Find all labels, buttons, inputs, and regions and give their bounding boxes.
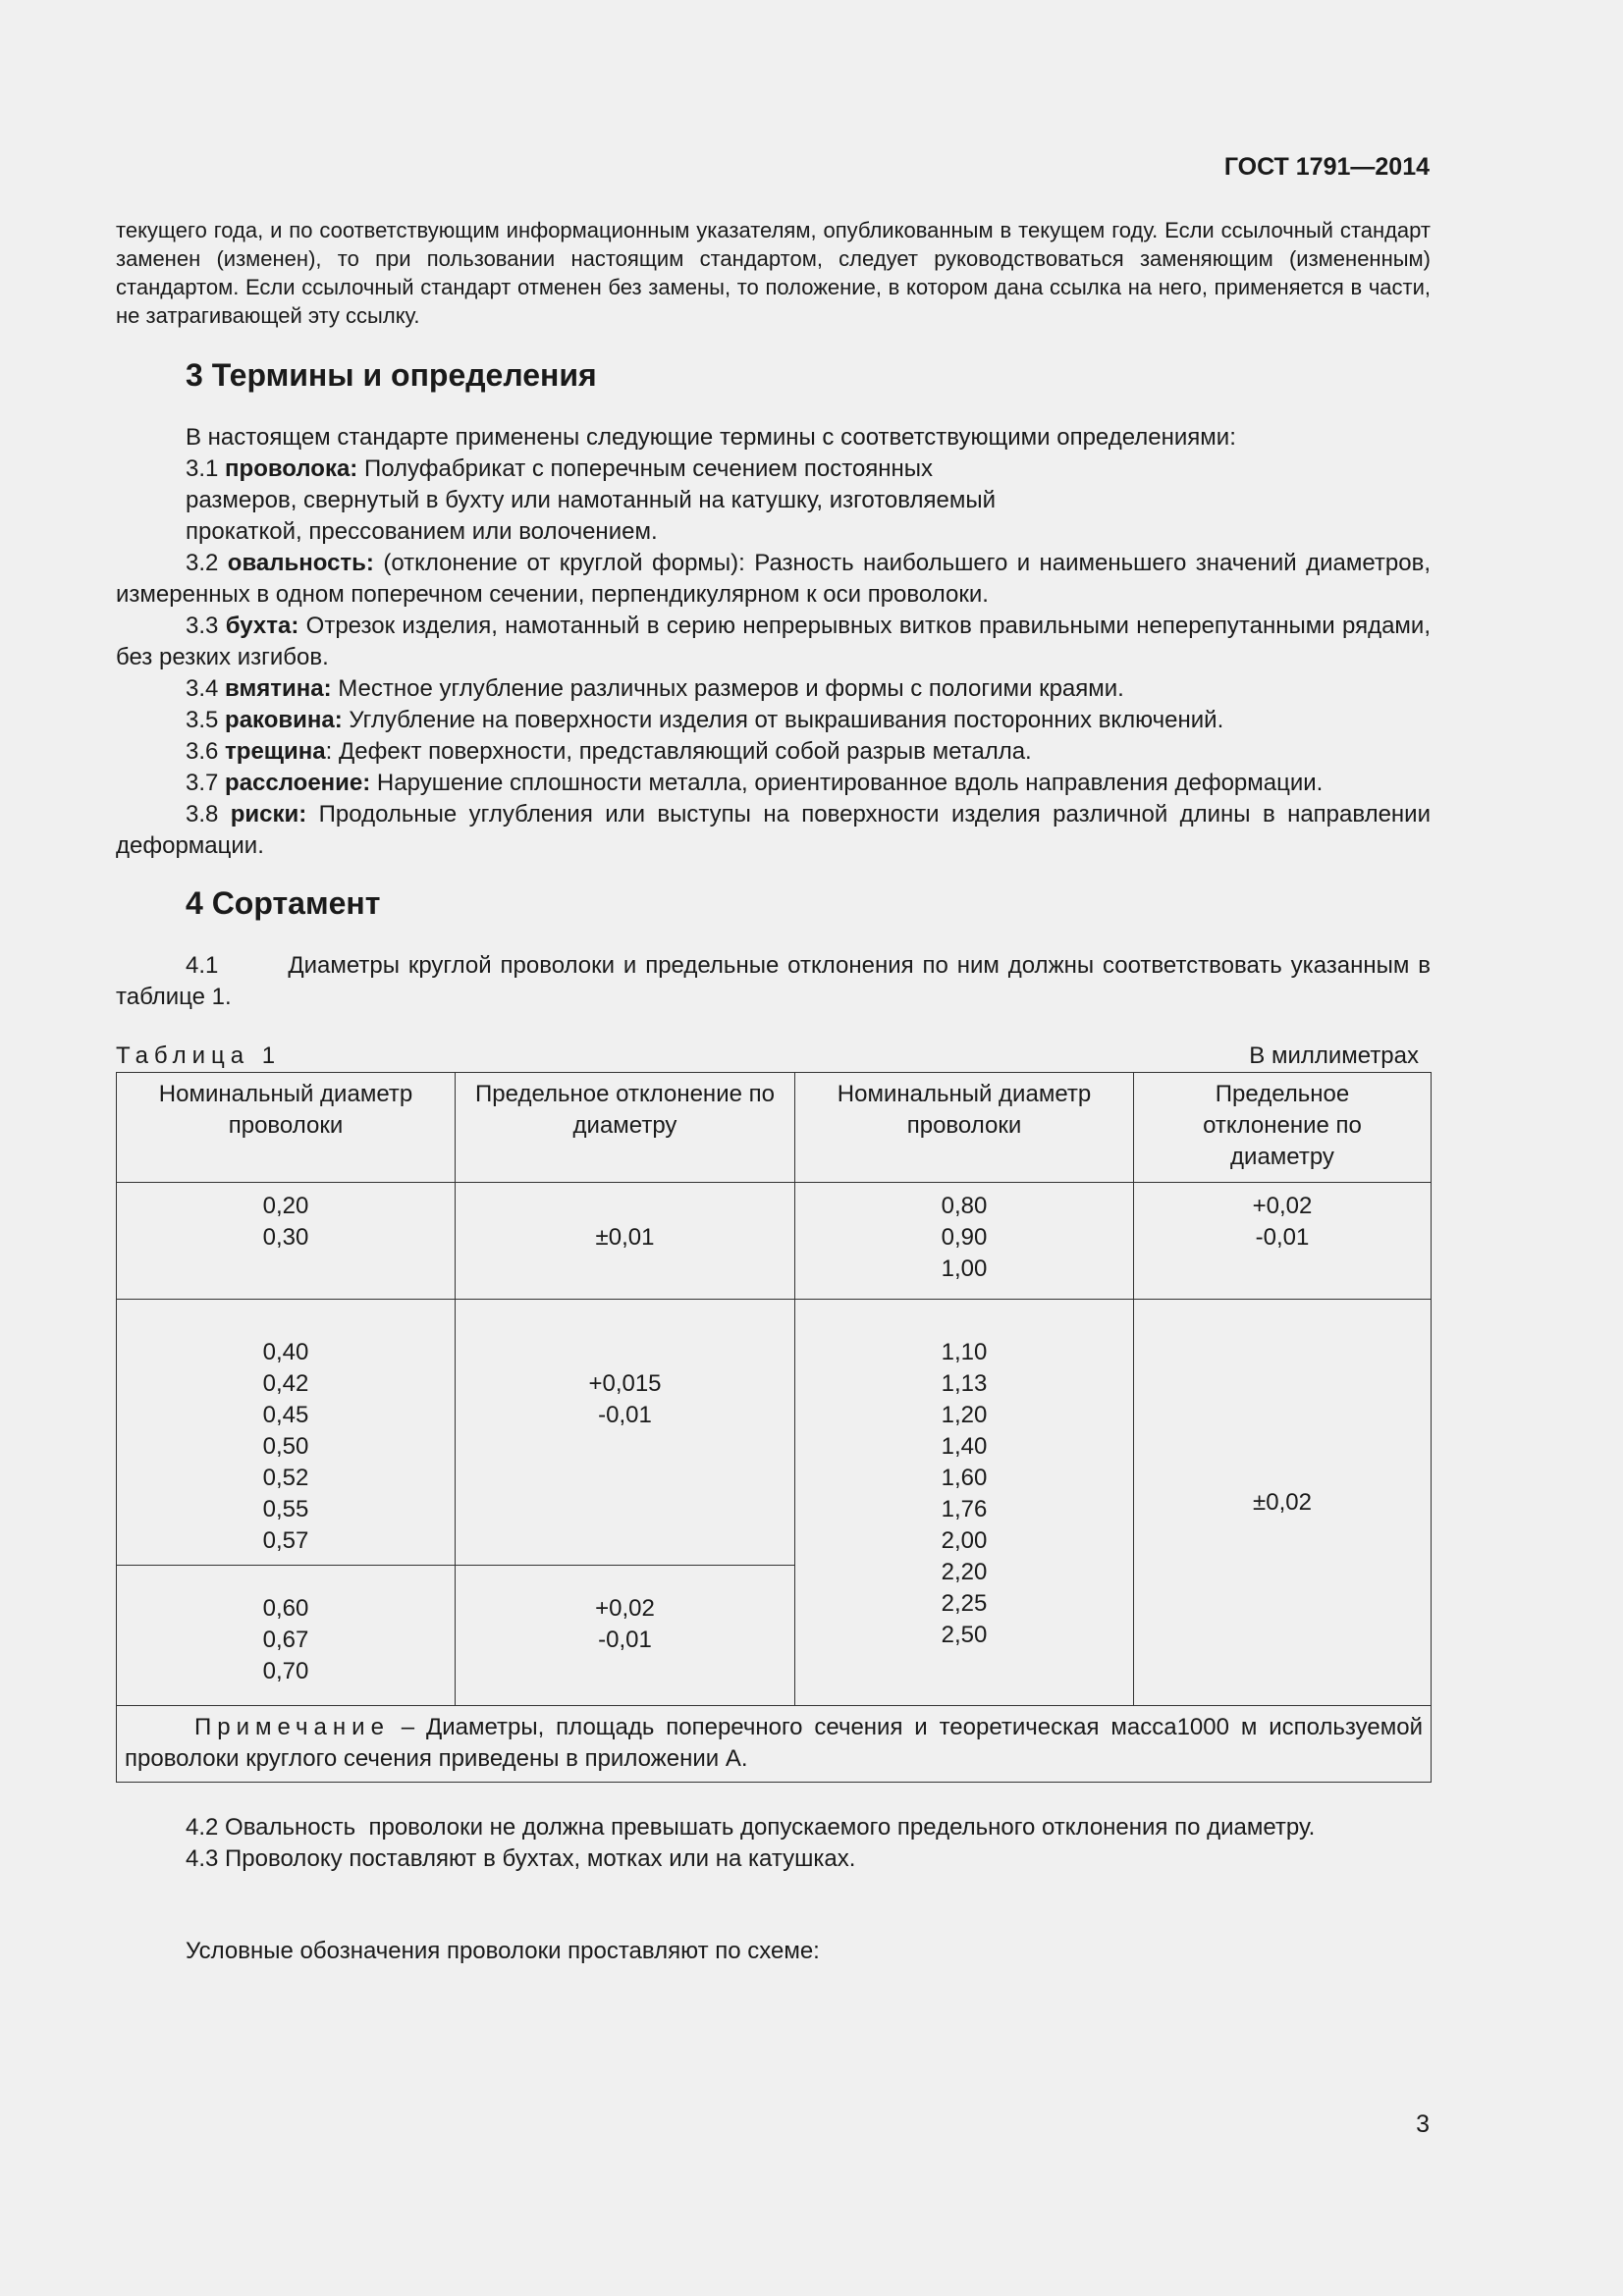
tolerance-cell: ±0,02 <box>1134 1300 1432 1706</box>
term-definition-line: размеров, свернутый в бухту или намотанный на катушку, изготовляемый <box>186 487 996 513</box>
term-name: раковина: <box>225 707 343 733</box>
term-name: вмятина: <box>225 675 332 702</box>
column-header: Предельное отклонение по диаметру <box>456 1073 795 1183</box>
term-number: 3.7 <box>186 770 226 796</box>
term-3-1 <box>116 454 1431 548</box>
term-number: 3.3 <box>186 613 226 639</box>
section-3-intro: В настоящем стандарте применены следующие термины с соответствующими определениями: <box>186 424 1236 451</box>
intro-paragraph: текущего года, и по соответствующим информационным указателям, опубликованным в текущем году. Если ссылочный стандарт заменен (изменен), то при пользовании настоящим стандартом, следует руководствоваться заменяющим (измененным) стандартом. Если ссылочный стандарт отменен без замены, то положение, в котором дана ссылка на него, применяется в части, не затрагивающей эту ссылку. <box>116 218 1431 328</box>
tolerance-cell: +0,02 -0,01 <box>456 1566 795 1706</box>
document-id-header: ГОСТ 1791—2014 <box>1223 153 1430 181</box>
term-definition: Углубление на поверхности изделия от выкрашивания посторонних включений. <box>342 707 1224 733</box>
term-name: расслоение: <box>225 770 371 796</box>
column-header: Предельное отклонение по диаметру <box>1134 1073 1432 1183</box>
table-header-row <box>117 1073 1432 1183</box>
table-note <box>117 1706 1432 1783</box>
term-name: риски: <box>230 801 307 828</box>
term-3-5 <box>116 705 1431 736</box>
term-number: 3.1 <box>186 455 226 482</box>
term-3-3 <box>116 611 1431 673</box>
column-header: Номинальный диаметр проволоки <box>117 1073 456 1183</box>
term-definition: : Дефект поверхности, представляющий собой разрыв металла. <box>325 738 1032 765</box>
diameter-tolerance-table <box>116 1072 1432 1783</box>
term-definition: Местное углубление различных размеров и формы с пологими краями. <box>331 675 1124 702</box>
table-units: В миллиметрах <box>1249 1042 1419 1069</box>
term-3-6 <box>116 736 1431 768</box>
paragraph-4-3: 4.3 Проволоку поставляют в бухтах, мотках или на катушках. <box>186 1845 856 1872</box>
section-4-title: 4 Сортамент <box>186 885 381 921</box>
tolerance-cell: ±0,01 <box>456 1183 795 1300</box>
term-name: трещина <box>225 738 326 765</box>
diameter-cell: 0,80 0,90 1,00 <box>795 1183 1134 1300</box>
term-number: 3.2 <box>186 550 228 576</box>
table-row <box>117 1300 1432 1566</box>
term-name: овальность: <box>227 550 374 576</box>
paragraph-4-1: 4.1 Диаметры круглой проволоки и предельные отклонения по ним должны соответствовать указанным в таблице 1. <box>116 952 1437 1010</box>
term-number: 3.4 <box>186 675 226 702</box>
section-3-title: 3 Термины и определения <box>186 357 597 393</box>
term-3-4 <box>116 673 1431 705</box>
term-3-8 <box>116 799 1431 862</box>
paragraph-scheme: Условные обозначения проволоки проставляют по схеме: <box>186 1938 820 1964</box>
diameter-cell: 0,20 0,30 <box>117 1183 456 1300</box>
page-content <box>116 216 1437 1967</box>
tolerance-cell: +0,02 -0,01 <box>1134 1183 1432 1300</box>
term-3-2 <box>116 548 1431 611</box>
diameter-cell: 0,60 0,67 0,70 <box>117 1566 456 1706</box>
term-number: 3.6 <box>186 738 226 765</box>
term-definition-line: прокаткой, прессованием или волочением. <box>186 518 658 545</box>
term-name: бухта: <box>225 613 299 639</box>
term-3-7 <box>116 768 1431 799</box>
table-note-row <box>117 1706 1432 1783</box>
column-header: Номинальный диаметр проволоки <box>795 1073 1134 1183</box>
note-label: Примечание <box>194 1714 390 1740</box>
term-number: 3.5 <box>186 707 226 733</box>
diameter-cell: 1,10 1,13 1,20 1,40 1,60 1,76 2,00 2,20 2,25 2,50 <box>795 1300 1134 1706</box>
note-text: – Диаметры, площадь поперечного сечения и теоретическая масса1000 м используемой проволоки круглого сечения приведены в приложении А. <box>125 1714 1423 1772</box>
diameter-cell: 0,40 0,42 0,45 0,50 0,52 0,55 0,57 <box>117 1300 456 1566</box>
table-row <box>117 1183 1432 1300</box>
term-definition: Нарушение сплошности металла, ориентированное вдоль направления деформации. <box>370 770 1324 796</box>
tolerance-cell: +0,015 -0,01 <box>456 1300 795 1566</box>
term-number: 3.8 <box>186 801 231 828</box>
table-caption-row <box>116 1041 1431 1072</box>
page-number: 3 <box>1416 2110 1430 2138</box>
term-definition: Отрезок изделия, намотанный в серию непрерывных витков правильными неперепутанными рядами, без резких изгибов. <box>116 613 1432 670</box>
term-definition: Полуфабрикат с поперечным сечением постоянных <box>357 455 934 482</box>
table-caption: Таблица 1 <box>116 1042 282 1069</box>
term-definition: (отклонение от круглой формы): Разность наибольшего и наименьшего значений диаметров, измеренных в одном поперечном сечении, перпендикулярном к оси проволоки. <box>116 550 1432 608</box>
term-name: проволока: <box>225 455 358 482</box>
term-definition: Продольные углубления или выступы на поверхности изделия различной длины в направлении деформации. <box>116 801 1431 859</box>
paragraph-4-2: 4.2 Овальность проволоки не должна превышать допускаемого предельного отклонения по диаметру. <box>186 1814 1316 1841</box>
